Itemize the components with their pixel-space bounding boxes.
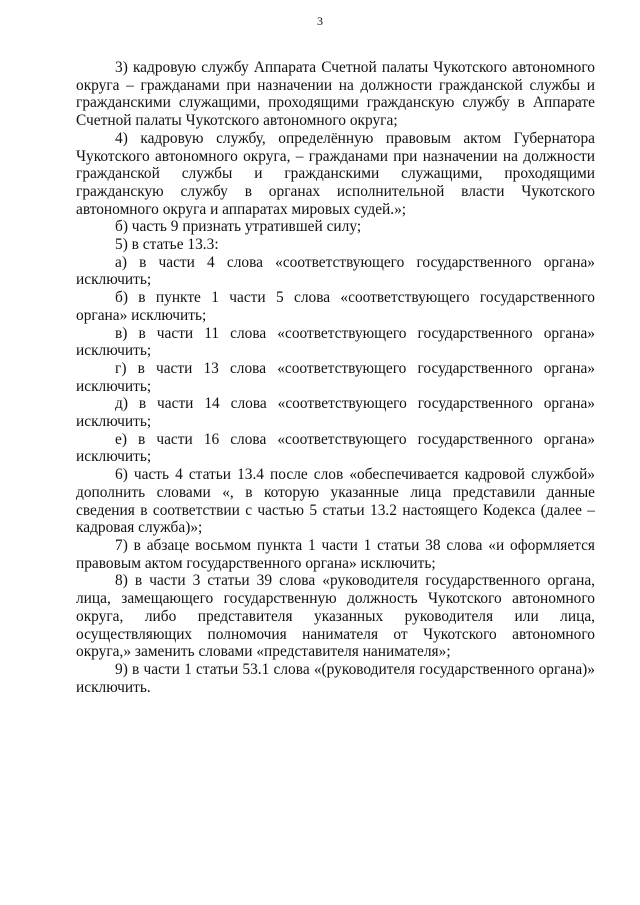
paragraph-5e: е) в части 16 слова «соответствующего государственного органа» исключить;	[76, 430, 595, 466]
page-number: 3	[317, 14, 323, 28]
paragraph-5g: г) в части 13 слова «соответствующего государственного органа» исключить;	[76, 359, 595, 395]
paragraph-item-6: 6) часть 4 статьи 13.4 после слов «обеспечивается кадровой службой» дополнить словами «, в которую указанные лица представили данные сведения в соответствии с частью 5 статьи 13.2 настоящего Кодекса (далее – кадровая служба)»;	[76, 466, 595, 537]
paragraph-item-7: 7) в абзаце восьмом пункта 1 части 1 статьи 38 слова «и оформляется правовым актом государственного органа» исключить;	[76, 536, 595, 572]
paragraph-item-9: 9) в части 1 статьи 53.1 слова «(руководителя государственного органа)» исключить.	[76, 660, 595, 696]
document-body	[76, 59, 595, 696]
paragraph-item-5: 5) в статье 13.3:	[115, 236, 219, 254]
paragraph-5v: в) в части 11 слова «соответствующего государственного органа» исключить;	[76, 324, 595, 360]
paragraph-item-4: 4) кадровую службу, определённую правовым актом Губернатора Чукотского автономного округа, – гражданами при назначении на должности гражданской службы и гражданскими служащими, проходящими гражданскую службу в органах исполнительной власти Чукотского автономного округа и аппаратах мировых судей.»;	[76, 129, 595, 218]
paragraph-5d: д) в части 14 слова «соответствующего государственного органа» исключить;	[76, 395, 595, 431]
paragraph-5a: а) в части 4 слова «соответствующего государственного органа» исключить;	[76, 253, 595, 289]
paragraph-5b: б) в пункте 1 части 5 слова «соответствующего государственного органа» исключить;	[76, 289, 595, 324]
paragraph-b-part-9: б) часть 9 признать утратившей силу;	[115, 218, 362, 236]
paragraph-item-3: 3) кадровую службу Аппарата Счетной палаты Чукотского автономного округа – гражданами при назначении на должности гражданской службы и гражданскими служащими, проходящими гражданскую службу в Аппарате Счетной палаты Чукотского автономного округа;	[76, 59, 595, 130]
paragraph-item-8: 8) в части 3 статьи 39 слова «руководителя государственного органа, лица, замещающего государственную должность Чукотского автономного округа, либо представителя указанных руководителя или лица, осуществляющих полномочия нанимателя от Чукотского автономного округа,» заменить словами «представителя нанимателя»;	[76, 572, 595, 661]
